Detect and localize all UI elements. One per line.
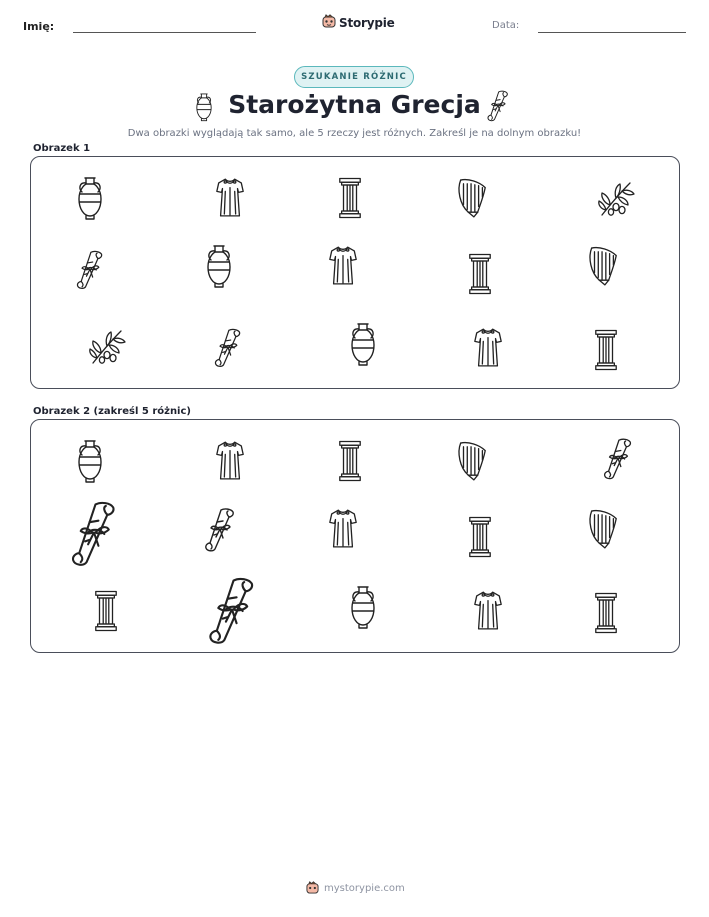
- brand-name: Storypie: [339, 15, 395, 30]
- tunic-icon[interactable]: [472, 588, 504, 634]
- scroll-large-icon[interactable]: [67, 500, 121, 568]
- picture2-panel[interactable]: [30, 419, 680, 653]
- scroll-large-icon[interactable]: [205, 576, 259, 646]
- picture2-label: Obrazek 2 (zakreśl 5 różnic): [33, 406, 191, 417]
- tunic-icon[interactable]: [327, 506, 359, 552]
- harp-icon: [586, 243, 620, 289]
- column-icon[interactable]: [593, 590, 619, 636]
- storypie-mascot-icon: [306, 879, 319, 898]
- harp-icon[interactable]: [455, 438, 489, 484]
- footer-site-link[interactable]: mystorypie.com: [324, 883, 405, 894]
- scroll-icon: [75, 247, 105, 293]
- scroll-icon: [486, 89, 510, 127]
- amphora-icon: [74, 175, 106, 221]
- harp-icon: [455, 175, 489, 221]
- column-icon: [593, 327, 619, 373]
- amphora-icon: [347, 321, 379, 367]
- column-icon: [467, 251, 493, 297]
- tunic-icon: [472, 325, 504, 371]
- tunic-icon: [327, 243, 359, 289]
- harp-icon[interactable]: [586, 506, 620, 552]
- column-icon[interactable]: [337, 438, 363, 484]
- scroll-icon[interactable]: [203, 506, 237, 554]
- tunic-icon: [214, 175, 246, 221]
- olive-branch-icon: [87, 325, 127, 367]
- amphora-icon[interactable]: [347, 584, 379, 630]
- date-label: Data:: [492, 20, 520, 31]
- scroll-icon: [213, 325, 243, 371]
- name-label: Imię:: [23, 20, 55, 33]
- scroll-icon[interactable]: [602, 436, 634, 482]
- picture1-panel: [30, 156, 680, 389]
- brand-logo: [322, 13, 395, 32]
- column-icon[interactable]: [93, 588, 119, 634]
- name-field-line[interactable]: [73, 32, 256, 33]
- page-title: Starożytna Grecja: [228, 90, 481, 119]
- storypie-mascot-icon: [322, 13, 336, 32]
- date-field-line[interactable]: [538, 32, 686, 33]
- footer: [306, 879, 405, 898]
- column-icon: [337, 175, 363, 221]
- amphora-icon: [203, 243, 235, 289]
- activity-type-badge: SZUKANIE RÓŻNIC: [294, 66, 414, 88]
- amphora-icon[interactable]: [74, 438, 106, 484]
- column-icon[interactable]: [467, 514, 493, 560]
- instructions-text: Dwa obrazki wyglądają tak samo, ale 5 rzeczy jest różnych. Zakreśl je na dolnym obrazku!: [127, 128, 582, 139]
- tunic-icon[interactable]: [214, 438, 246, 484]
- picture1-label: Obrazek 1: [33, 143, 91, 154]
- olive-branch-icon: [596, 177, 636, 219]
